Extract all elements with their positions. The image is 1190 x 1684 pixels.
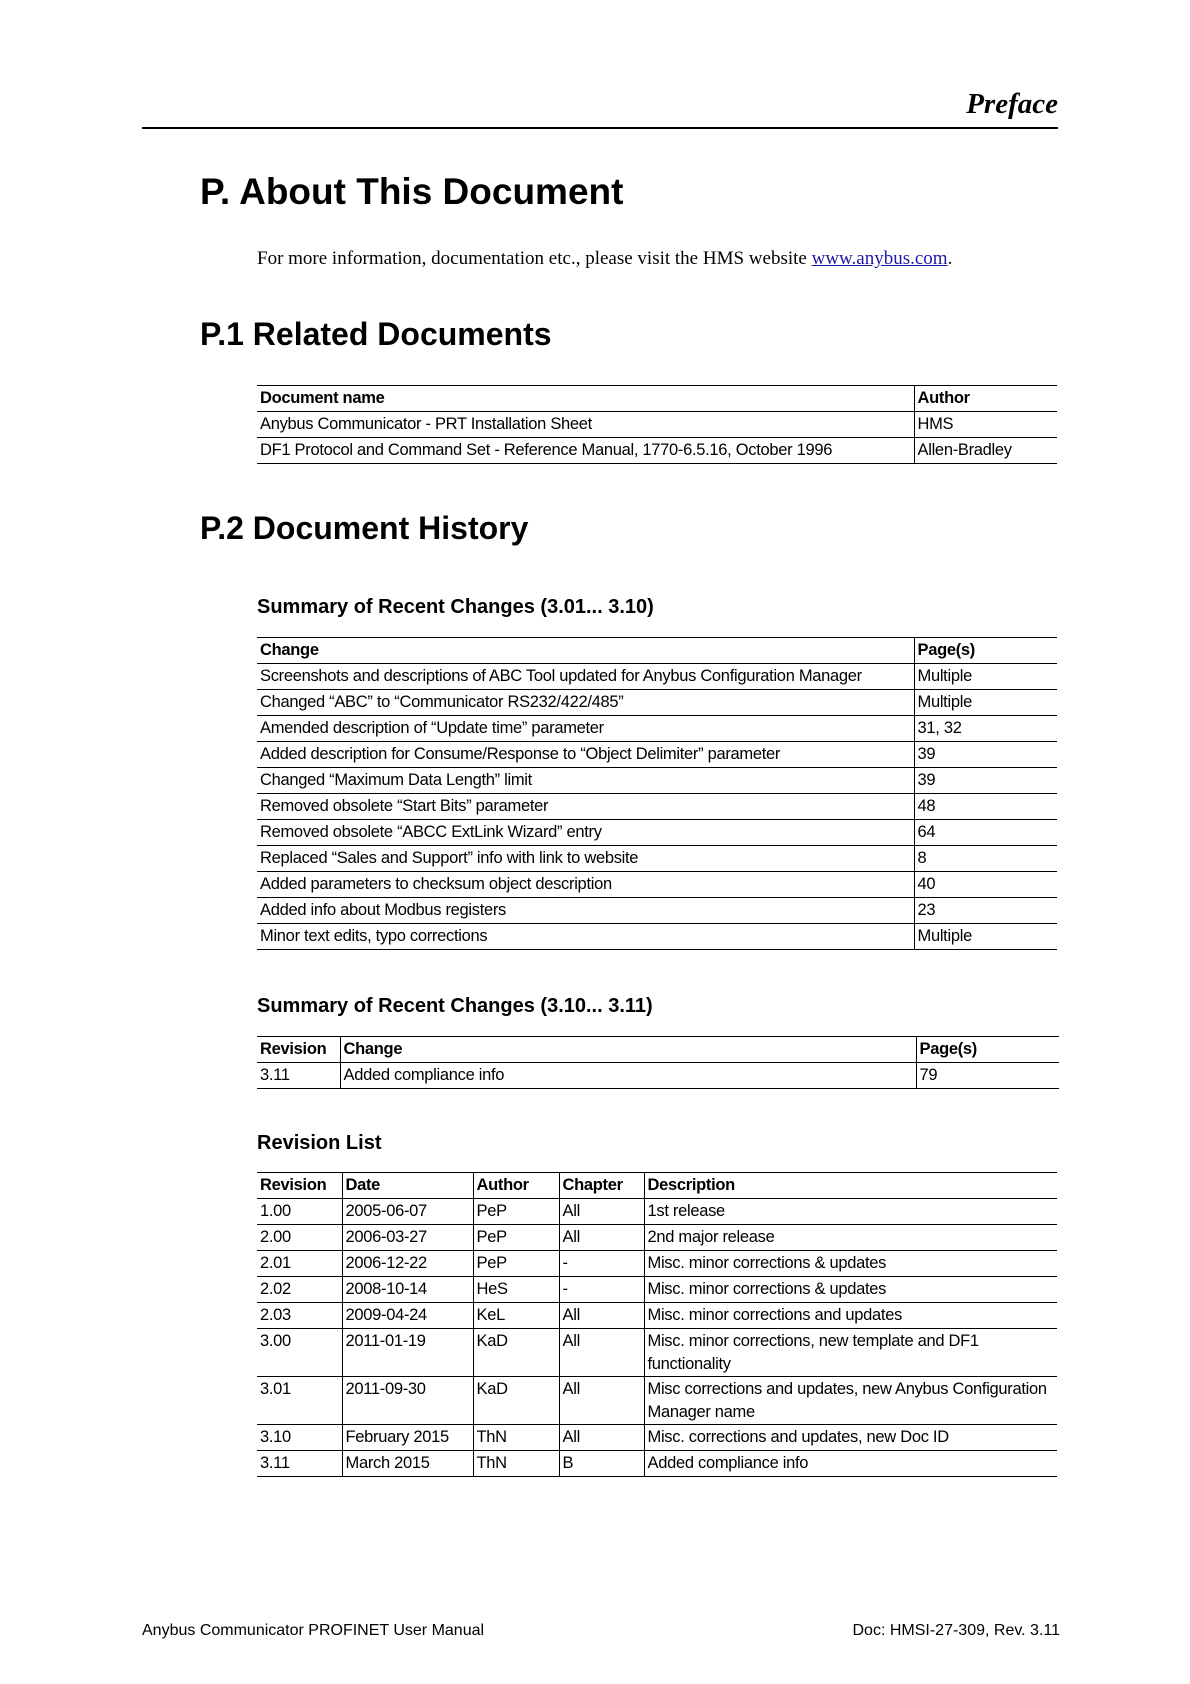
document-name-cell: DF1 Protocol and Command Set - Reference Manual, 1770-6.5.16, October 1996 (257, 438, 914, 464)
table-row (257, 438, 1057, 464)
change-cell: Replaced “Sales and Support” info with link to website (257, 846, 914, 872)
author-cell: HeS (473, 1277, 559, 1303)
column-header: Description (644, 1173, 1057, 1199)
header-rule (142, 127, 1058, 129)
pages-cell: Multiple (914, 690, 1057, 716)
change-cell: Amended description of “Update time” parameter (257, 716, 914, 742)
running-header-title: Preface (966, 88, 1058, 120)
change-cell: Minor text edits, typo corrections (257, 924, 914, 950)
table-row (257, 1303, 1057, 1329)
page-title: P. About This Document (200, 171, 624, 212)
author-cell: PeP (473, 1225, 559, 1251)
chapter-cell: All (559, 1425, 644, 1451)
table-row (257, 1063, 1059, 1089)
description-cell: Misc. minor corrections, new template and DF1 functionality (644, 1329, 1057, 1377)
table-row (257, 1329, 1057, 1377)
change-cell: Screenshots and descriptions of ABC Tool updated for Anybus Configuration Manager (257, 664, 914, 690)
table-row (257, 898, 1057, 924)
date-cell: 2006-12-22 (342, 1251, 473, 1277)
description-cell: Misc. minor corrections & updates (644, 1277, 1057, 1303)
revision-cell: 3.01 (257, 1377, 342, 1425)
author-cell: Allen-Bradley (914, 438, 1057, 464)
revision-cell: 3.00 (257, 1329, 342, 1377)
description-cell: Misc. minor corrections and updates (644, 1303, 1057, 1329)
table-header-row (257, 1173, 1057, 1199)
table-row (257, 1251, 1057, 1277)
column-header: Page(s) (914, 638, 1057, 664)
chapter-cell: All (559, 1377, 644, 1425)
column-header: Change (340, 1037, 916, 1063)
date-cell: 2011-09-30 (342, 1377, 473, 1425)
revision-cell: 3.10 (257, 1425, 342, 1451)
table-header-row (257, 386, 1057, 412)
table-header-row (257, 1037, 1059, 1063)
date-cell: February 2015 (342, 1425, 473, 1451)
table-row (257, 664, 1057, 690)
description-cell: Misc corrections and updates, new Anybus Configuration Manager name (644, 1377, 1057, 1425)
description-cell: Added compliance info (644, 1451, 1057, 1477)
pages-cell: 48 (914, 794, 1057, 820)
summary-changes-2-table (257, 1036, 1059, 1089)
table-row (257, 924, 1057, 950)
table-row (257, 742, 1057, 768)
related-documents-table (257, 385, 1057, 464)
chapter-cell: - (559, 1277, 644, 1303)
website-link[interactable]: www.anybus.com (811, 248, 948, 269)
intro-text: For more information, documentation etc., please visit the HMS website (257, 248, 812, 269)
column-header: Page(s) (916, 1037, 1059, 1063)
pages-cell: 39 (914, 768, 1057, 794)
pages-cell: 31, 32 (914, 716, 1057, 742)
author-cell: ThN (473, 1451, 559, 1477)
revision-list-table (257, 1172, 1057, 1477)
change-cell: Changed “Maximum Data Length” limit (257, 768, 914, 794)
pages-cell: 8 (914, 846, 1057, 872)
revision-cell: 2.01 (257, 1251, 342, 1277)
author-cell: KaD (473, 1329, 559, 1377)
revision-cell: 2.00 (257, 1225, 342, 1251)
column-header: Author (914, 386, 1057, 412)
pages-cell: 79 (916, 1063, 1059, 1089)
table-row (257, 1425, 1057, 1451)
document-history-heading: P.2 Document History (200, 510, 529, 546)
change-cell: Added description for Consume/Response to “Object Delimiter” parameter (257, 742, 914, 768)
chapter-cell: All (559, 1329, 644, 1377)
revision-cell: 2.02 (257, 1277, 342, 1303)
description-cell: Misc. corrections and updates, new Doc ID (644, 1425, 1057, 1451)
table-row (257, 1277, 1057, 1303)
date-cell: 2009-04-24 (342, 1303, 473, 1329)
pages-cell: 39 (914, 742, 1057, 768)
summary-changes-2-heading: Summary of Recent Changes (3.10... 3.11) (257, 995, 653, 1017)
table-row (257, 412, 1057, 438)
table-row (257, 846, 1057, 872)
footer-manual-title: Anybus Communicator PROFINET User Manual (142, 1622, 485, 1639)
intro-end: . (947, 248, 953, 269)
change-cell: Changed “ABC” to “Communicator RS232/422/485” (257, 690, 914, 716)
summary-changes-1-table (257, 637, 1057, 950)
table-header-row (257, 638, 1057, 664)
revision-cell: 2.03 (257, 1303, 342, 1329)
table-row (257, 1199, 1057, 1225)
table-row (257, 1451, 1057, 1477)
date-cell: March 2015 (342, 1451, 473, 1477)
table-row (257, 1225, 1057, 1251)
author-cell: HMS (914, 412, 1057, 438)
table-row (257, 716, 1057, 742)
revision-cell: 1.00 (257, 1199, 342, 1225)
column-header: Revision (257, 1037, 340, 1063)
date-cell: 2005-06-07 (342, 1199, 473, 1225)
author-cell: PeP (473, 1251, 559, 1277)
change-cell: Added parameters to checksum object description (257, 872, 914, 898)
intro-paragraph (257, 247, 952, 271)
author-cell: KaD (473, 1377, 559, 1425)
author-cell: ThN (473, 1425, 559, 1451)
revision-cell: 3.11 (257, 1063, 340, 1089)
table-row (257, 1377, 1057, 1425)
chapter-cell: All (559, 1225, 644, 1251)
author-cell: PeP (473, 1199, 559, 1225)
change-cell: Removed obsolete “Start Bits” parameter (257, 794, 914, 820)
change-cell: Added info about Modbus registers (257, 898, 914, 924)
table-row (257, 820, 1057, 846)
column-header: Change (257, 638, 914, 664)
pages-cell: Multiple (914, 664, 1057, 690)
pages-cell: 23 (914, 898, 1057, 924)
description-cell: Misc. minor corrections & updates (644, 1251, 1057, 1277)
column-header: Chapter (559, 1173, 644, 1199)
table-row (257, 794, 1057, 820)
chapter-cell: All (559, 1303, 644, 1329)
change-cell: Added compliance info (340, 1063, 916, 1089)
table-row (257, 690, 1057, 716)
revision-cell: 3.11 (257, 1451, 342, 1477)
pages-cell: Multiple (914, 924, 1057, 950)
change-cell: Removed obsolete “ABCC ExtLink Wizard” entry (257, 820, 914, 846)
pages-cell: 64 (914, 820, 1057, 846)
revision-list-heading: Revision List (257, 1132, 382, 1154)
date-cell: 2008-10-14 (342, 1277, 473, 1303)
table-row (257, 768, 1057, 794)
document-name-cell: Anybus Communicator - PRT Installation Sheet (257, 412, 914, 438)
summary-changes-1-heading: Summary of Recent Changes (3.01... 3.10) (257, 596, 654, 618)
related-documents-heading: P.1 Related Documents (200, 316, 552, 352)
description-cell: 2nd major release (644, 1225, 1057, 1251)
column-header: Date (342, 1173, 473, 1199)
column-header: Revision (257, 1173, 342, 1199)
chapter-cell: All (559, 1199, 644, 1225)
chapter-cell: B (559, 1451, 644, 1477)
footer-doc-id: Doc: HMSI-27-309, Rev. 3.11 (852, 1622, 1060, 1639)
pages-cell: 40 (914, 872, 1057, 898)
column-header: Document name (257, 386, 914, 412)
table-row (257, 872, 1057, 898)
author-cell: KeL (473, 1303, 559, 1329)
date-cell: 2011-01-19 (342, 1329, 473, 1377)
chapter-cell: - (559, 1251, 644, 1277)
date-cell: 2006-03-27 (342, 1225, 473, 1251)
description-cell: 1st release (644, 1199, 1057, 1225)
column-header: Author (473, 1173, 559, 1199)
